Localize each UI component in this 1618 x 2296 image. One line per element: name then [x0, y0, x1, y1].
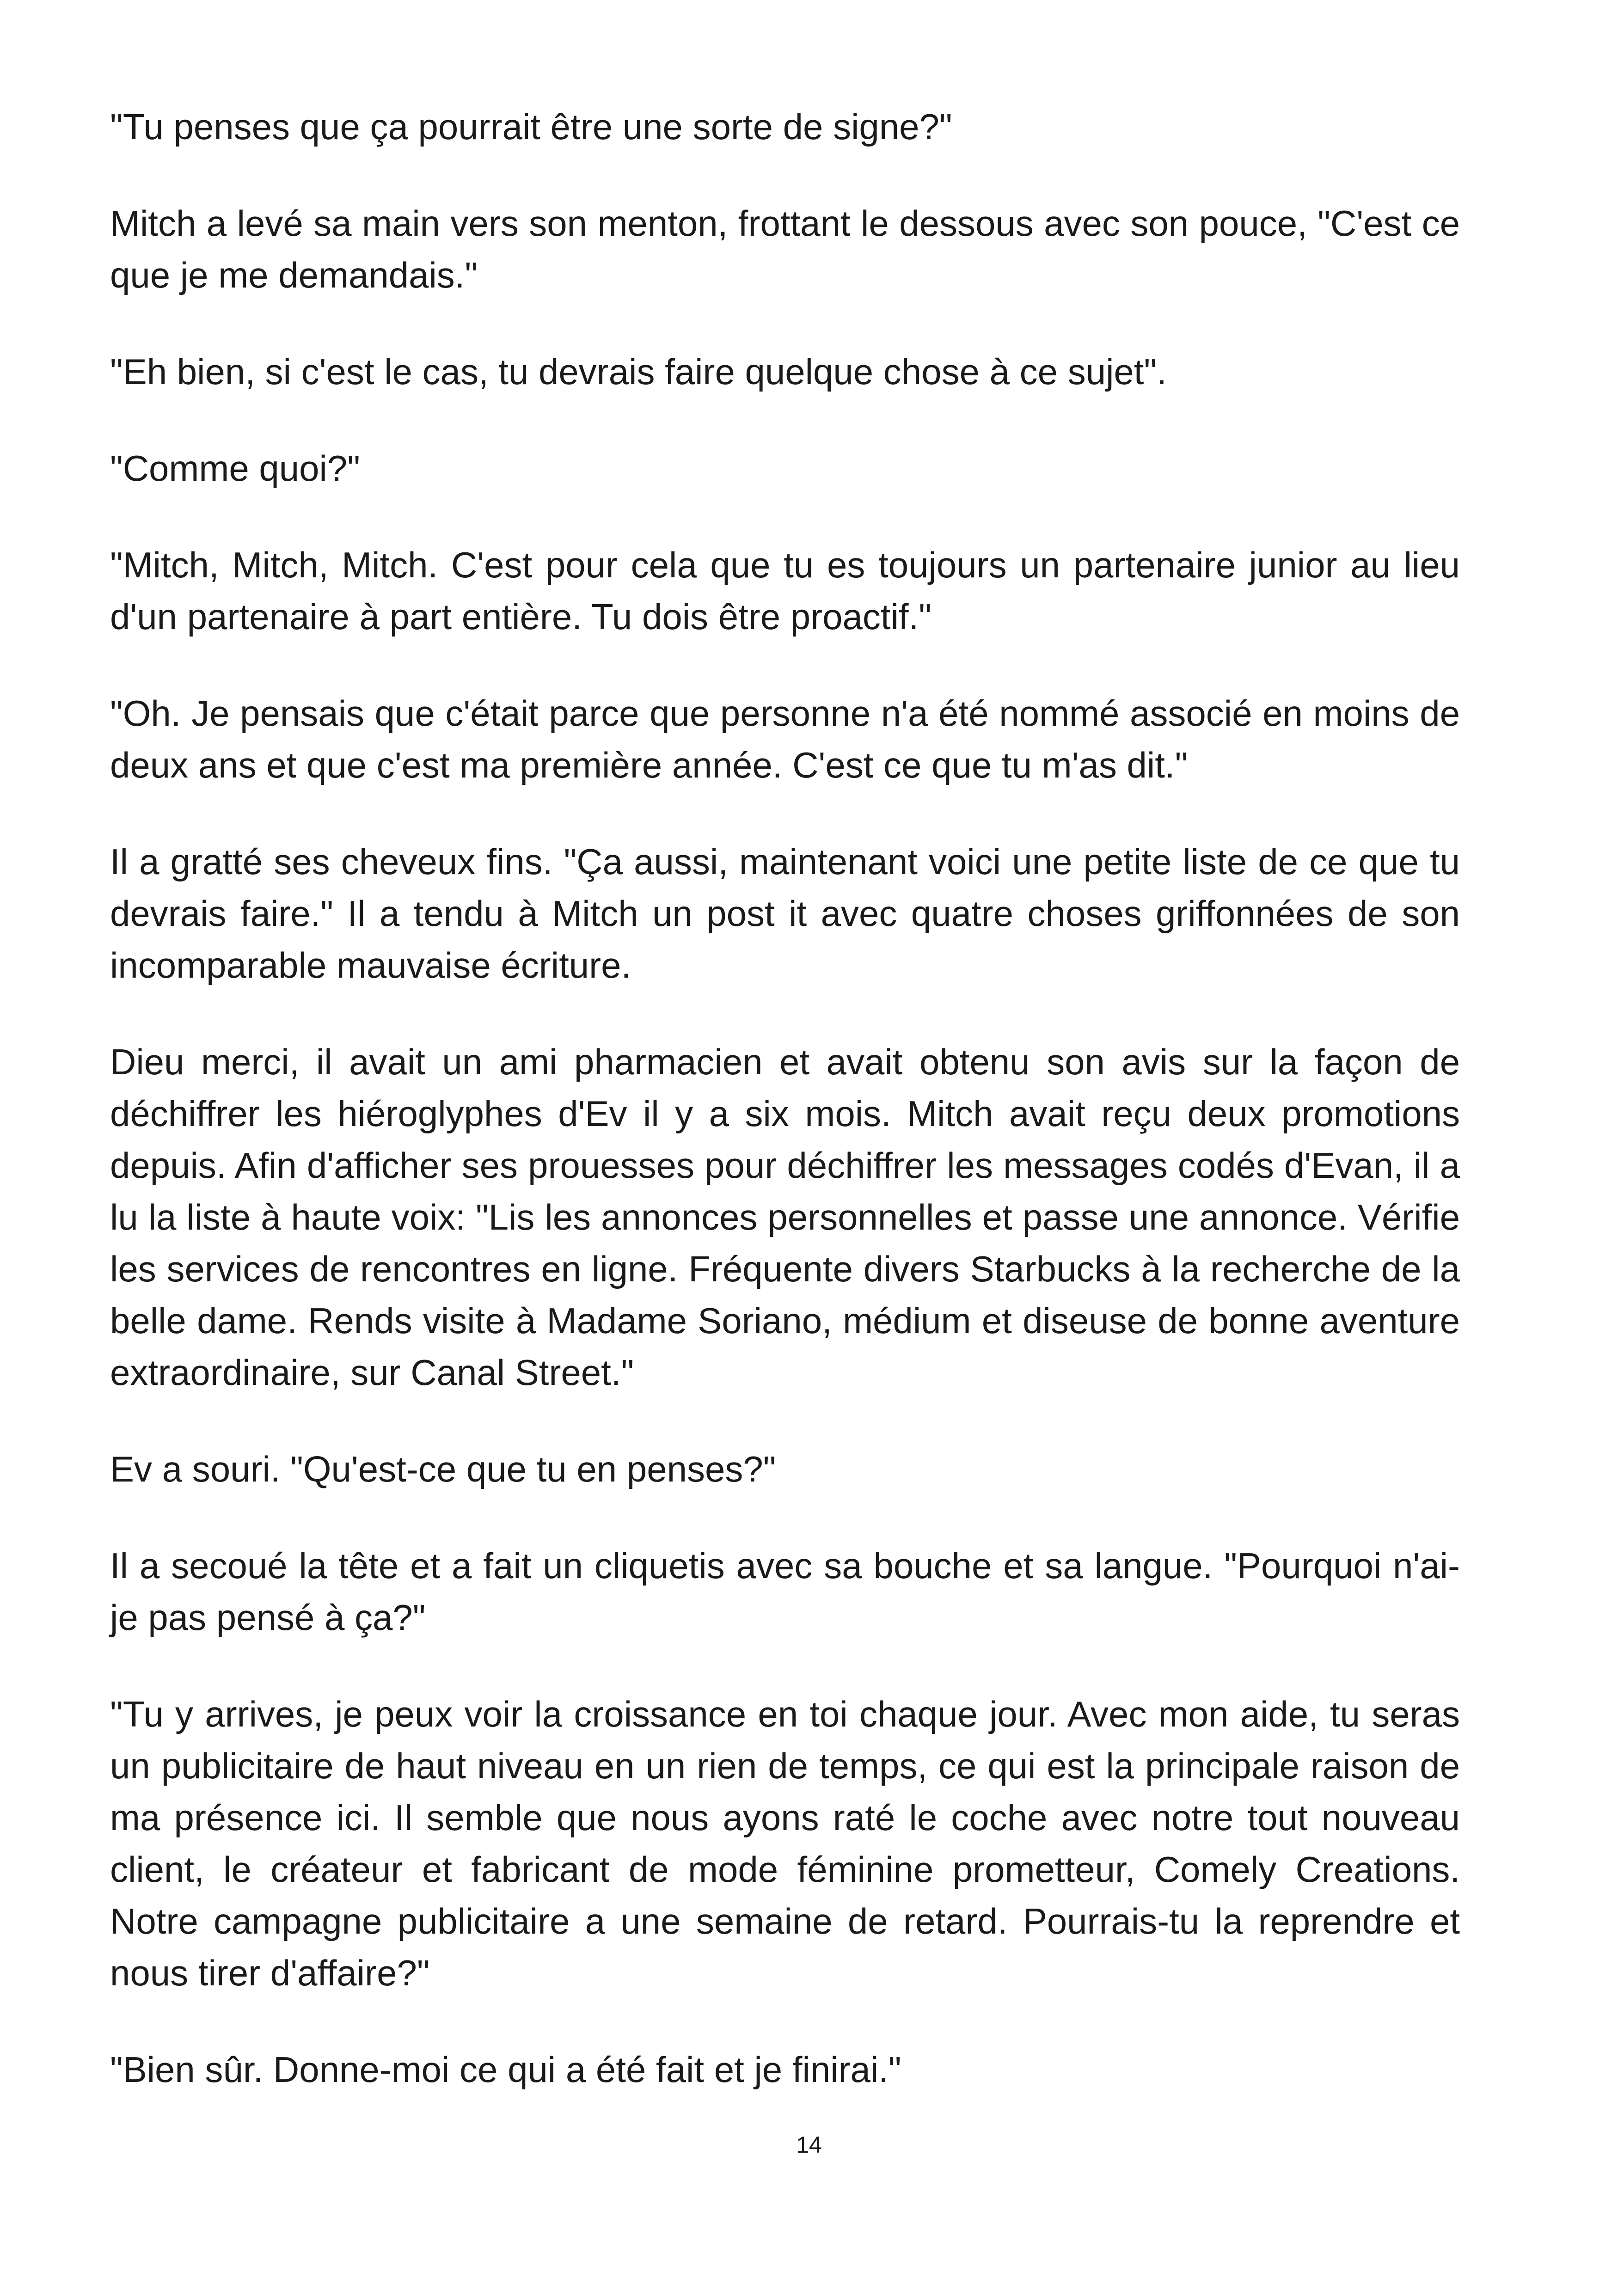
paragraph: Il a secoué la tête et a fait un cliquetis avec sa bouche et sa langue. "Pourquoi n'ai-je pas pensé à ça?"	[110, 1545, 1460, 1638]
paragraph: Mitch a levé sa main vers son menton, frottant le dessous avec son pouce, "C'est ce que je me demandais."	[110, 203, 1460, 295]
paragraph: "Tu y arrives, je peux voir la croissance en toi chaque jour. Avec mon aide, tu seras un publicitaire de haut niveau en un rien de temps, ce qui est la principale raison de ma présence ici. Il semble que nous ayons raté le coche avec notre tout nouveau client, le créateur et fabricant de mode féminine prometteur, Comely Creations. Notre campagne publicitaire a une semaine de retard. Pourrais-tu la reprendre et nous tirer d'affaire?"	[110, 1694, 1460, 1993]
paragraph: "Eh bien, si c'est le cas, tu devrais faire quelque chose à ce sujet".	[110, 351, 1167, 392]
paragraph: "Bien sûr. Donne-moi ce qui a été fait et je finirai."	[110, 2049, 901, 2090]
paragraph: Ev a souri. "Qu'est-ce que tu en penses?"	[110, 1449, 776, 1489]
paragraph: "Comme quoi?"	[110, 448, 360, 489]
paragraph: "Oh. Je pensais que c'était parce que personne n'a été nommé associé en moins de deux ans et que c'est ma première année. C'est ce que tu m'as dit."	[110, 693, 1460, 785]
paragraph: Dieu merci, il avait un ami pharmacien et avait obtenu son avis sur la façon de déchiffrer les hiéroglyphes d'Ev il y a six mois. Mitch avait reçu deux promotions depuis. Afin d'afficher ses prouesses pour déchiffrer les messages codés d'Evan, il a lu la liste à haute voix: "Lis les annonces personnelles et passe une annonce. Vérifie les services de rencontres en ligne. Fréquente divers Starbucks à la recherche de la belle dame. Rends visite à Madame Soriano, médium et diseuse de bonne aventure extraordinaire, sur Canal Street."	[110, 1041, 1460, 1393]
paragraph: "Tu penses que ça pourrait être une sorte de signe?"	[110, 106, 952, 147]
page-number: 14	[796, 2132, 822, 2158]
paragraph: "Mitch, Mitch, Mitch. C'est pour cela que tu es toujours un partenaire junior au lieu d'un partenaire à part entière. Tu dois être proactif."	[110, 545, 1460, 637]
paragraph: Il a gratté ses cheveux fins. "Ça aussi, maintenant voici une petite liste de ce que tu devrais faire." Il a tendu à Mitch un post it avec quatre choses griffonnées de son incomparable mauvaise écriture.	[110, 841, 1460, 986]
body-text	[110, 101, 1460, 2140]
